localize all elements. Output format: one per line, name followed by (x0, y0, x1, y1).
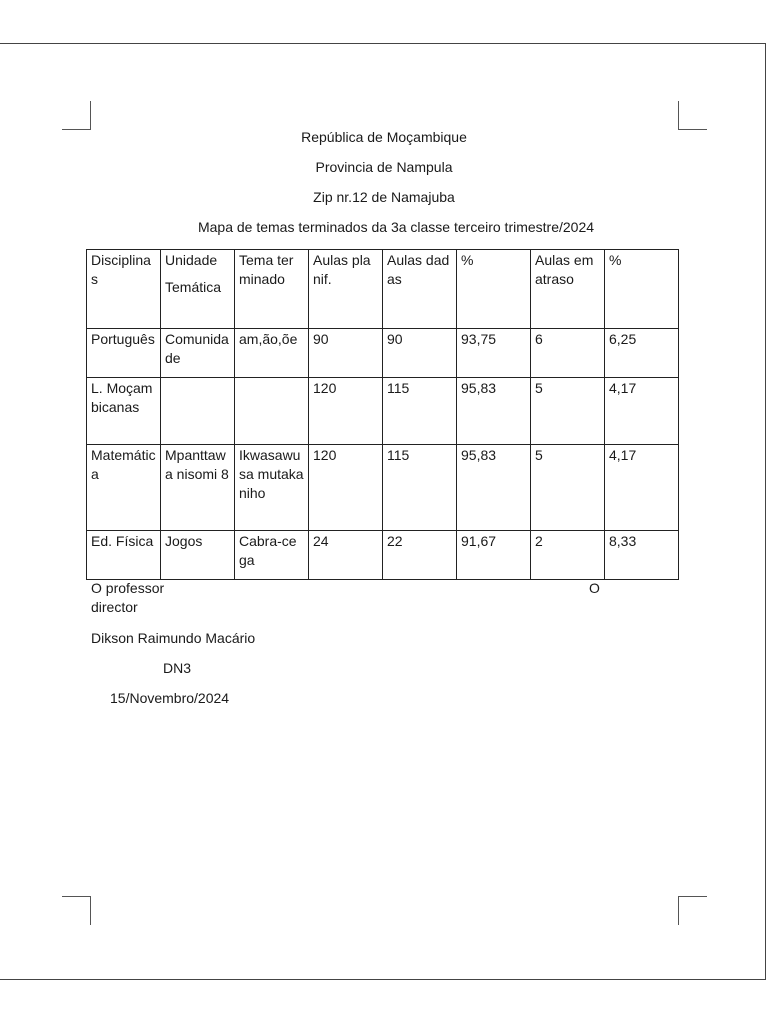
cell-dadas: 115 (383, 378, 457, 445)
document-date: 15/Novembro/2024 (110, 690, 230, 706)
header-disciplinas: Disciplinas (87, 250, 161, 329)
cell-percent: 95,83 (457, 445, 531, 531)
cell-percent: 93,75 (457, 329, 531, 378)
professor-name: Dikson Raimundo Macário (91, 630, 256, 646)
cell-tema: Ikwasawu sa mutakaniho (235, 445, 309, 531)
cell-atraso: 5 (531, 445, 605, 531)
crop-mark-bottom-right (678, 896, 707, 925)
cell-tema (235, 378, 309, 445)
header-aulas-dadas: Aulas dadas (383, 250, 457, 329)
header-aulas-atraso: Aulas em atraso (531, 250, 605, 329)
cell-atraso: 5 (531, 378, 605, 445)
cell-unidade: Comunidade (161, 329, 235, 378)
cell-planif: 90 (309, 329, 383, 378)
cell-percent-atraso: 6,25 (605, 329, 679, 378)
cell-disciplina: L. Moçambicanas (87, 378, 161, 445)
header-unidade-sub: Temática (165, 279, 222, 295)
header-unidade (161, 250, 235, 329)
header-zip: Zip nr.12 de Namajuba (313, 189, 455, 205)
cell-dadas: 90 (383, 329, 457, 378)
crop-mark-top-right (678, 101, 707, 130)
cell-percent-atraso: 4,17 (605, 445, 679, 531)
header-percent: % (457, 250, 531, 329)
table-row (87, 445, 679, 531)
cell-disciplina: Matemática (87, 445, 161, 531)
cell-dadas: 115 (383, 445, 457, 531)
cell-unidade: Jogos (161, 531, 235, 580)
table-header-row (87, 250, 679, 329)
header-unidade-label: Unidade (165, 252, 218, 268)
cell-disciplina: Ed. Física (87, 531, 161, 580)
header-percent-atraso: % (605, 250, 679, 329)
cell-unidade: Mpanttawa nisomi 8 (161, 445, 235, 531)
cell-planif: 24 (309, 531, 383, 580)
cell-percent-atraso: 4,17 (605, 378, 679, 445)
cell-percent-atraso: 8,33 (605, 531, 679, 580)
cell-planif: 120 (309, 445, 383, 531)
table-row (87, 531, 679, 580)
header-tema: Tema terminado (235, 250, 309, 329)
crop-mark-bottom-left (62, 896, 91, 925)
table-row (87, 378, 679, 445)
header-province: Provincia de Nampula (315, 159, 453, 175)
cell-percent: 95,83 (457, 378, 531, 445)
header-aulas-planif: Aulas planif. (309, 250, 383, 329)
cell-dadas: 22 (383, 531, 457, 580)
document-title: Mapa de temas terminados da 3a classe terceiro trimestre/2024 (197, 219, 595, 235)
director-label: director (91, 599, 138, 615)
director-o: O (589, 580, 600, 596)
cell-disciplina: Português (87, 329, 161, 378)
cell-tema: am,ão,õe (235, 329, 309, 378)
cell-unidade (161, 378, 235, 445)
cell-planif: 120 (309, 378, 383, 445)
crop-mark-top-left (62, 101, 91, 130)
cell-atraso: 6 (531, 329, 605, 378)
professor-label: O professor (91, 580, 165, 596)
code-dn3: DN3 (163, 660, 192, 676)
cell-atraso: 2 (531, 531, 605, 580)
themes-table (86, 249, 679, 580)
cell-tema: Cabra-cega (235, 531, 309, 580)
header-republic: República de Moçambique (301, 129, 467, 145)
table-row (87, 329, 679, 378)
cell-percent: 91,67 (457, 531, 531, 580)
